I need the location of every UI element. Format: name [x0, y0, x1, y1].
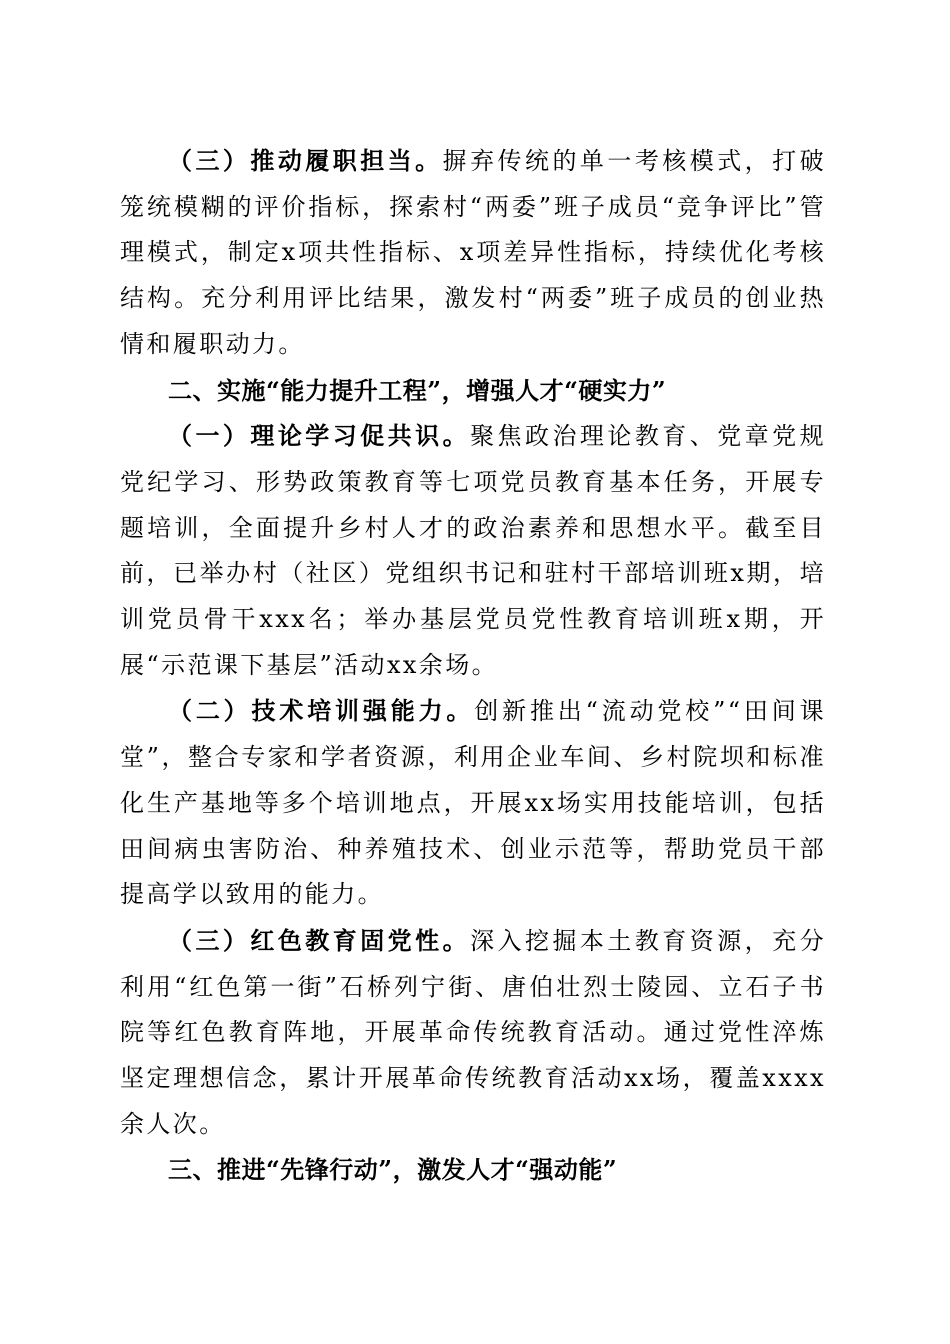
- paragraph-lead: （一）理论学习促共识。: [168, 421, 471, 451]
- paragraph-lead: （三）红色教育固党性。: [168, 925, 471, 955]
- paragraph-theory-study: [120, 413, 826, 688]
- paragraph-body: 聚焦政治理论教育、党章党规党纪学习、形势政策教育等七项党员教育基本任务，开展专题培训，全面提升乡村人才的政治素养和思想水平。截至目前，已举办村（社区）党组织书记和驻村干部培训班x期，培训党员骨干xxx名；举办基层党员党性教育培训班x期，开展“示范课下基层”活动xx余场。: [120, 422, 827, 679]
- paragraph-body: 摒弃传统的单一考核模式，打破笼统模糊的评价指标，探索村“两委”班子成员“竞争评比”管理模式，制定x项共性指标、x项差异性指标，持续优化考核结构。充分利用评比结果，激发村“两委”班子成员的创业热情和履职动力。: [120, 147, 826, 358]
- paragraph-technical-training: [120, 688, 826, 918]
- document-page: [120, 138, 826, 1193]
- paragraph-red-education: [120, 918, 826, 1148]
- paragraph-performance-duty: [120, 138, 826, 368]
- paragraph-body: 创新推出“流动党校”“田间课堂”，整合专家和学者资源，利用企业车间、乡村院坝和标准化生产基地等多个培训地点，开展xx场实用技能培训，包括田间病虫害防治、种养殖技术、创业示范等，帮助党员干部提高学以致用的能力。: [120, 697, 826, 909]
- section-heading-2: 二、实施“能力提升工程”，增强人才“硬实力”: [168, 375, 667, 405]
- section-heading-3: 三、推进“先锋行动”，激发人才“强动能”: [168, 1155, 618, 1185]
- paragraph-lead: （三）推动履职担当。: [168, 146, 443, 175]
- paragraph-lead: （二）技术培训强能力。: [168, 696, 475, 726]
- paragraph-body: 深入挖掘本土教育资源，充分利用“红色第一街”石桥列宁街、唐伯壮烈士陵园、立石子书院等红色教育阵地，开展革命传统教育活动。通过党性淬炼坚定理想信念，累计开展革命传统教育活动xx场，覆盖xxxx余人次。: [120, 926, 827, 1138]
